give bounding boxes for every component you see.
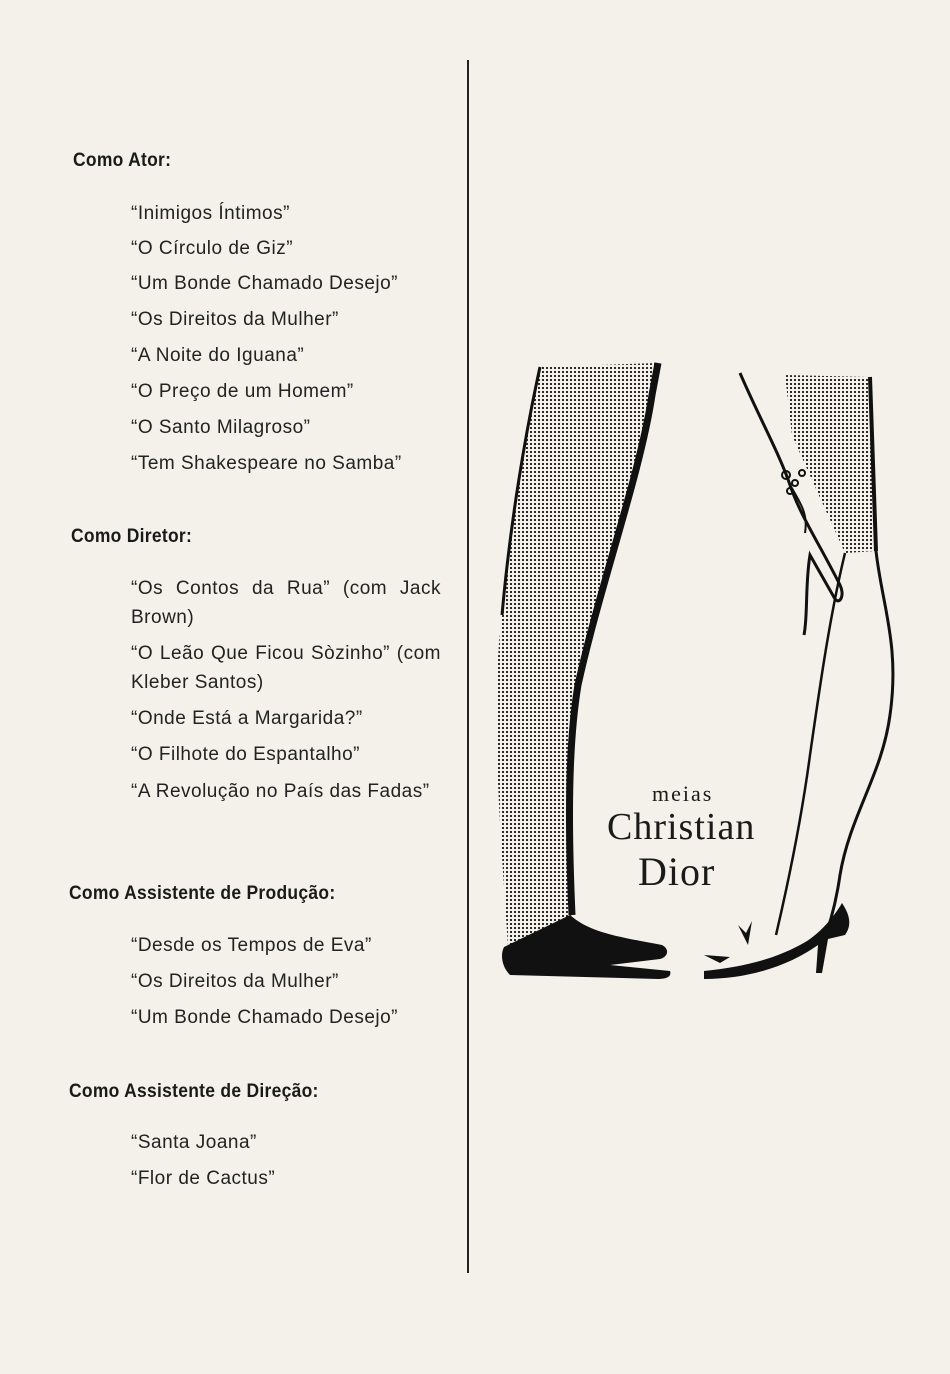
legs-illustration [490, 355, 910, 995]
list-item: “Os Direitos da Mulher” [131, 309, 339, 330]
list-item: “Desde os Tempos de Eva” [131, 935, 372, 956]
brand-name-dior: Dior [638, 849, 716, 894]
section-heading-assistente-direcao: Como Assistente de Direção: [69, 1081, 319, 1102]
list-item: “Flor de Cactus” [131, 1168, 276, 1189]
man-trouser-leg [496, 363, 658, 947]
list-item: “O Círculo de Giz” [131, 238, 294, 259]
list-item: “O Preço de um Homem” [131, 381, 354, 402]
column-divider [467, 60, 469, 1273]
brand-name-christian: Christian [607, 806, 756, 848]
stockings-advertisement [490, 355, 910, 995]
list-item: “Um Bonde Chamado Desejo” [131, 1007, 399, 1028]
section-heading-diretor: Como Diretor: [71, 526, 193, 547]
section-heading-assistente-producao: Como Assistente de Produção: [69, 883, 336, 904]
list-item: “Tem Shakespeare no Samba” [131, 453, 402, 474]
list-item: “A Noite do Iguana” [131, 345, 305, 366]
list-item: “O Leão Que Ficou Sòzinho” (com Kleber Santos) [131, 643, 441, 693]
ad-product-label: meias [652, 781, 714, 806]
list-item: “Inimigos Íntimos” [131, 203, 290, 224]
list-item: “Santa Joana” [131, 1132, 257, 1153]
woman-dress-hem [785, 375, 876, 553]
woman-shoe [704, 903, 849, 979]
list-item: “O Santo Milagroso” [131, 417, 311, 438]
list-item: “Onde Está a Margarida?” [131, 708, 363, 729]
section-heading-ator: Como Ator: [73, 150, 172, 171]
list-item: “Os Direitos da Mulher” [131, 971, 339, 992]
list-item: “Os Contos da Rua” (com Jack Brown) [131, 578, 441, 628]
list-item: “A Revolução no País das Fadas” [131, 781, 430, 802]
list-item: “O Filhote do Espantalho” [131, 744, 361, 765]
list-item: “Um Bonde Chamado Desejo” [131, 273, 399, 294]
